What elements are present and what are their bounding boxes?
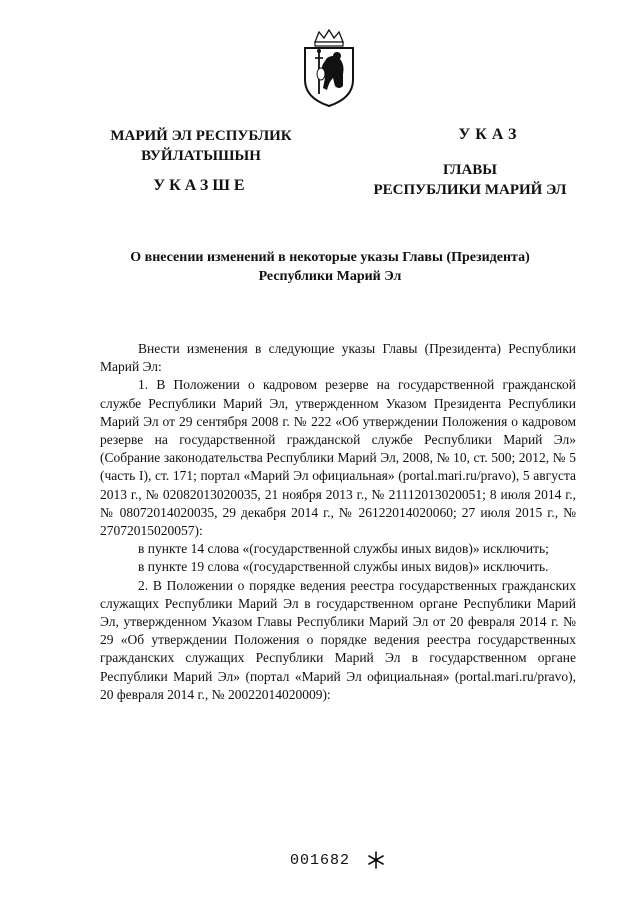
title-line1: О внесении изменений в некоторые указы Главы (Президента) xyxy=(130,250,530,265)
header-left-line3: УКАЗШЕ xyxy=(153,177,249,194)
header-right xyxy=(350,160,590,200)
item-1a-paragraph: в пункте 14 слова «(государственной службы иных видов)» исключить; xyxy=(138,541,549,557)
item-2-paragraph: 2. В Положении о порядке ведения реестра государственных гражданских служащих Республики Марий Эл в государственном органе Республики Марий Эл, утвержденном Указом Главы Республики Марий Эл от 20 февраля 2014 г. № 29 «Об утверждении Положения о порядке ведения реестра государственных гражданских служащих Республики Марий Эл в государственном органе Республики Марий Эл» (портал «Марий Эл официальная» (portal.mari.ru/pravo), 20 февраля 2014 г., № 20022014020009): xyxy=(100,577,576,702)
header-right-line3: РЕСПУБЛИКИ МАРИЙ ЭЛ xyxy=(373,182,567,198)
header-left xyxy=(96,126,306,196)
document-title xyxy=(100,248,560,286)
item-1b-paragraph: в пункте 19 слова «(государственной службы иных видов)» исключить. xyxy=(138,559,549,575)
item-1-paragraph: 1. В Положении о кадровом резерве на государственной гражданской службе Республики Марий Эл, утвержденном Указом Президента Республики Марий Эл от 29 сентября 2008 г. № 222 «Об утверждении Положения о кадровом резерве на государственной гражданской службе Республики Марий Эл» (Собрание законодательства Республики Марий Эл, 2008, № 10, ст. 500; 2012, № 5 (часть I), ст. 171; портал «Марий Эл официальная» (portal.mari.ru/pravo), 5 августа 2013 г., № 02082013020035, 21 ноября 2013 г., № 21112013020051; 8 июля 2014 г., № 08072014020035, 29 декабря 2014 г., № 26122014020060; 27 июля 2015 г., № 27072015020057): xyxy=(100,377,576,539)
intro-paragraph: Внести изменения в следующие указы Главы (Президента) Республики Марий Эл: xyxy=(100,341,576,375)
header-left-line1: МАРИЙ ЭЛ РЕСПУБЛИК xyxy=(110,128,292,144)
document-number: 001682 xyxy=(290,852,351,869)
title-line2: Республики Марий Эл xyxy=(258,269,402,284)
header-right-line1: УКАЗ xyxy=(458,126,522,143)
snowflake-icon xyxy=(366,850,386,870)
coat-of-arms-icon xyxy=(299,28,359,108)
header-left-line2: ВУЙЛАТЫШЫН xyxy=(141,148,261,164)
document-body xyxy=(100,340,576,704)
header-right-line2: ГЛАВЫ xyxy=(442,162,498,178)
